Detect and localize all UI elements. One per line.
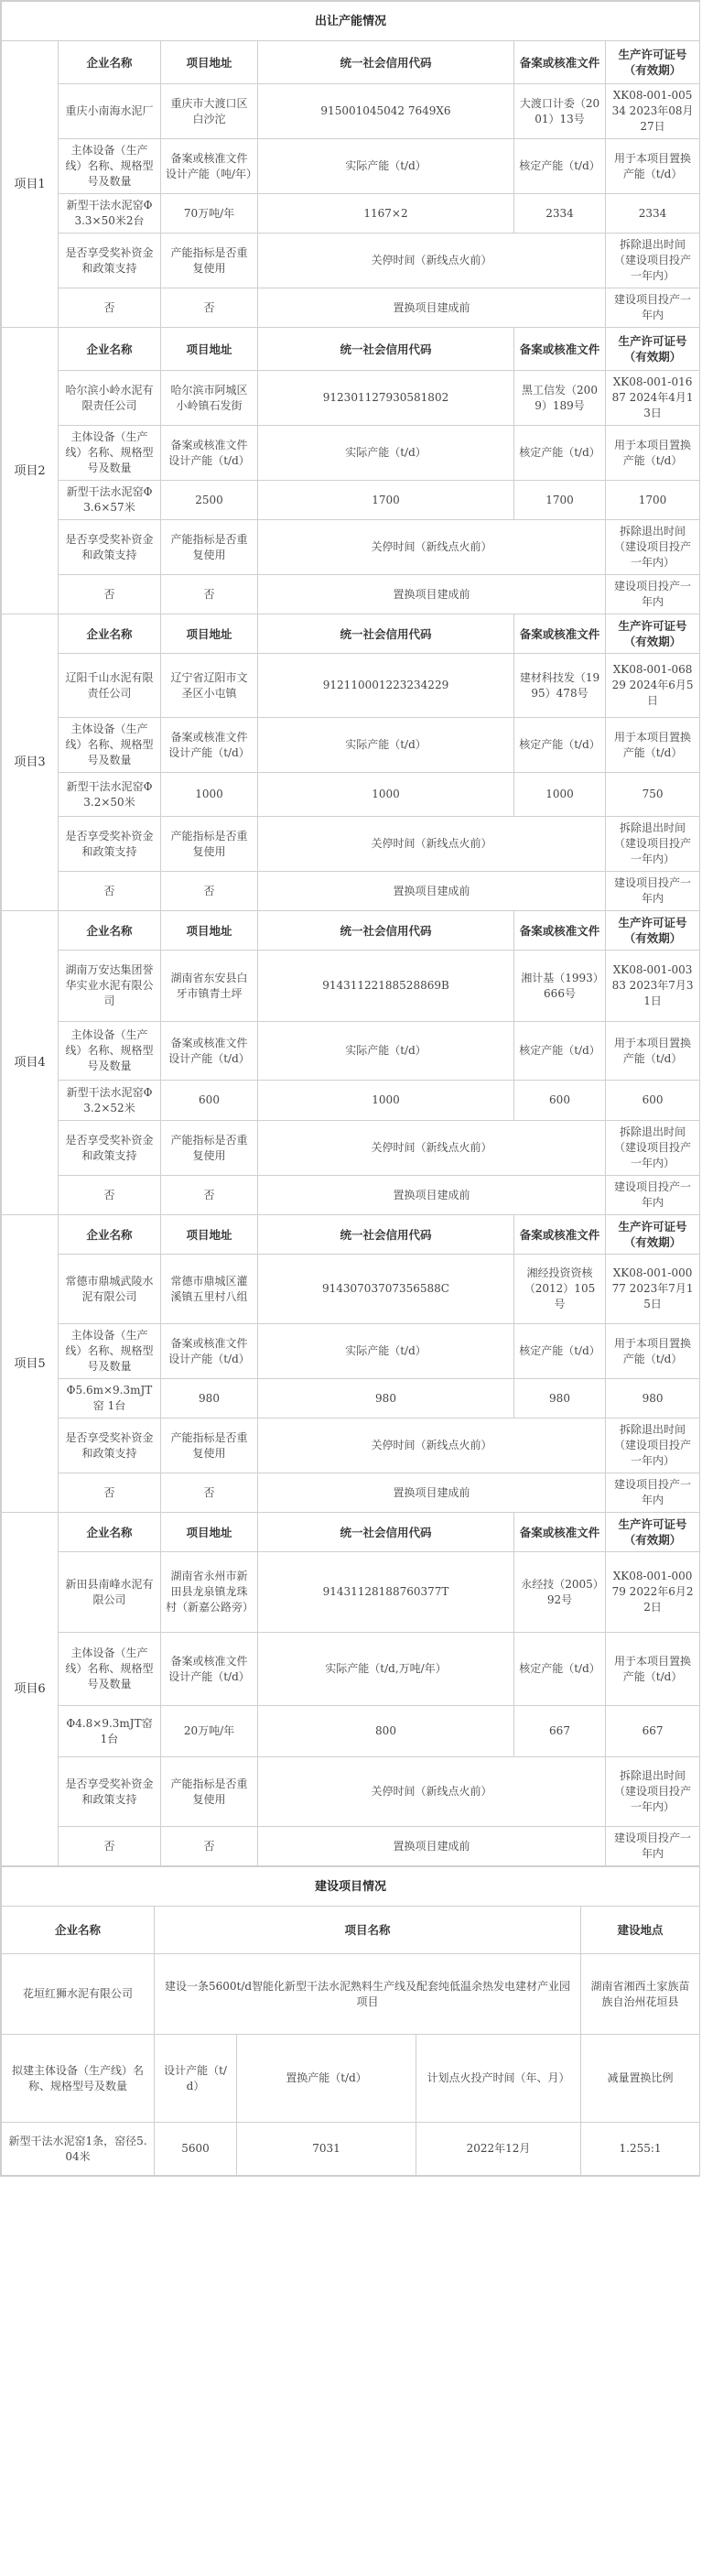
design-cap-label: 备案或核准文件设计产能（t/d） bbox=[161, 1022, 258, 1081]
credit-code: 91430703707356588C bbox=[258, 1255, 514, 1324]
build-header-company: 企业名称 bbox=[2, 1907, 155, 1954]
subsidy-value: 否 bbox=[59, 1827, 161, 1866]
company-name: 重庆小南海水泥厂 bbox=[59, 84, 161, 139]
company-name: 辽阳千山水泥有限责任公司 bbox=[59, 654, 161, 718]
design-cap: 20万吨/年 bbox=[161, 1706, 258, 1757]
header-approval: 备案或核准文件 bbox=[514, 1215, 606, 1255]
approval-doc: 建材科技发（1995）478号 bbox=[514, 654, 606, 718]
shutdown-value: 置换项目建成前 bbox=[258, 575, 606, 614]
actual-cap: 1167×2 bbox=[258, 194, 514, 234]
equip-label: 主体设备（生产线）名称、规格型号及数量 bbox=[59, 718, 161, 773]
approval-doc: 湘计基（1993）666号 bbox=[514, 951, 606, 1022]
replace-cap-label: 用于本项目置换产能（t/d） bbox=[606, 1324, 700, 1379]
design-cap: 2500 bbox=[161, 481, 258, 520]
reuse-value: 否 bbox=[161, 872, 258, 911]
header-credit-code: 统一社会信用代码 bbox=[258, 1513, 514, 1552]
header-company: 企业名称 bbox=[59, 41, 161, 84]
header-approval: 备案或核准文件 bbox=[514, 614, 606, 654]
license-no: XK08-001-00534 2023年08月27日 bbox=[606, 84, 700, 139]
header-approval: 备案或核准文件 bbox=[514, 911, 606, 951]
actual-cap-label: 实际产能（t/d） bbox=[258, 718, 514, 773]
actual-cap-label: 实际产能（t/d） bbox=[258, 139, 514, 194]
header-credit-code: 统一社会信用代码 bbox=[258, 1215, 514, 1255]
demolish-value: 建设项目投产一年内 bbox=[606, 1473, 700, 1513]
design-cap-label: 备案或核准文件设计产能（吨/年） bbox=[161, 139, 258, 194]
approved-cap: 667 bbox=[514, 1706, 606, 1757]
approval-doc: 大渡口计委（2001）13号 bbox=[514, 84, 606, 139]
build-ratio-label: 减量置换比例 bbox=[581, 2035, 700, 2123]
reuse-value: 否 bbox=[161, 1827, 258, 1866]
build-design-cap-label: 设计产能（t/d） bbox=[155, 2035, 237, 2123]
reuse-label: 产能指标是否重复使用 bbox=[161, 1121, 258, 1176]
approved-cap-label: 核定产能（t/d） bbox=[514, 426, 606, 481]
build-plan-time-label: 计划点火投产时间（年、月） bbox=[416, 2035, 581, 2123]
company-name: 新田县南峰水泥有限公司 bbox=[59, 1552, 161, 1633]
approved-cap-label: 核定产能（t/d） bbox=[514, 718, 606, 773]
shutdown-label: 关停时间（新线点火前） bbox=[258, 1121, 606, 1176]
build-plan-time: 2022年12月 bbox=[416, 2123, 581, 2176]
reuse-label: 产能指标是否重复使用 bbox=[161, 1418, 258, 1473]
header-address: 项目地址 bbox=[161, 1215, 258, 1255]
approval-doc: 湘经投资资核（2012）105号 bbox=[514, 1255, 606, 1324]
project-label: 项目3 bbox=[2, 614, 59, 911]
replace-cap: 600 bbox=[606, 1081, 700, 1121]
design-cap-label: 备案或核准文件设计产能（t/d） bbox=[161, 1324, 258, 1379]
build-header-location: 建设地点 bbox=[581, 1907, 700, 1954]
actual-cap: 1000 bbox=[258, 1081, 514, 1121]
demolish-label: 拆除退出时间（建设项目投产一年内） bbox=[606, 234, 700, 288]
header-license: 生产许可证号（有效期） bbox=[606, 328, 700, 371]
header-approval: 备案或核准文件 bbox=[514, 328, 606, 371]
subsidy-value: 否 bbox=[59, 872, 161, 911]
shutdown-label: 关停时间（新线点火前） bbox=[258, 520, 606, 575]
project-address: 湖南省永州市新田县龙泉镇龙珠村（新嘉公路旁） bbox=[161, 1552, 258, 1633]
project-address: 哈尔滨市阿城区小岭镇石发街 bbox=[161, 371, 258, 426]
license-no: XK08-001-00079 2022年6月22日 bbox=[606, 1552, 700, 1633]
design-cap: 980 bbox=[161, 1379, 258, 1418]
design-cap-label: 备案或核准文件设计产能（t/d） bbox=[161, 426, 258, 481]
project-address: 常德市鼎城区灌溪镇五里村八组 bbox=[161, 1255, 258, 1324]
replace-cap: 980 bbox=[606, 1379, 700, 1418]
company-name: 湖南万安达集团誉华实业水泥有限公司 bbox=[59, 951, 161, 1022]
replace-cap: 750 bbox=[606, 773, 700, 817]
header-company: 企业名称 bbox=[59, 614, 161, 654]
reuse-label: 产能指标是否重复使用 bbox=[161, 817, 258, 872]
equipment: 新型干法水泥窑Φ3.2×52米 bbox=[59, 1081, 161, 1121]
subsidy-label: 是否享受奖补资金和政策支持 bbox=[59, 520, 161, 575]
replace-cap-label: 用于本项目置换产能（t/d） bbox=[606, 1633, 700, 1706]
header-address: 项目地址 bbox=[161, 41, 258, 84]
subsidy-label: 是否享受奖补资金和政策支持 bbox=[59, 234, 161, 288]
actual-cap-label: 实际产能（t/d） bbox=[258, 1324, 514, 1379]
capacity-table bbox=[1, 1, 700, 1866]
project-label: 项目4 bbox=[2, 911, 59, 1215]
approval-doc: 永经技（2005）92号 bbox=[514, 1552, 606, 1633]
project-address: 辽宁省辽阳市文圣区小屯镇 bbox=[161, 654, 258, 718]
subsidy-value: 否 bbox=[59, 1473, 161, 1513]
exit-section-title: 出让产能情况 bbox=[2, 2, 700, 41]
replace-cap-label: 用于本项目置换产能（t/d） bbox=[606, 139, 700, 194]
equip-label: 主体设备（生产线）名称、规格型号及数量 bbox=[59, 1324, 161, 1379]
header-address: 项目地址 bbox=[161, 1513, 258, 1552]
shutdown-value: 置换项目建成前 bbox=[258, 1176, 606, 1215]
build-project-name: 建设一条5600t/d智能化新型干法水泥熟料生产线及配套纯低温余热发电建材产业园项目 bbox=[155, 1954, 581, 2035]
build-replace-cap-label: 置换产能（t/d） bbox=[237, 2035, 416, 2123]
reuse-label: 产能指标是否重复使用 bbox=[161, 1757, 258, 1827]
shutdown-label: 关停时间（新线点火前） bbox=[258, 1418, 606, 1473]
header-address: 项目地址 bbox=[161, 911, 258, 951]
project-label: 项目2 bbox=[2, 328, 59, 614]
approved-cap: 2334 bbox=[514, 194, 606, 234]
replace-cap-label: 用于本项目置换产能（t/d） bbox=[606, 718, 700, 773]
design-cap-label: 备案或核准文件设计产能（t/d） bbox=[161, 718, 258, 773]
build-section-title: 建设项目情况 bbox=[2, 1867, 700, 1907]
build-equipment: 新型干法水泥窑1条，窑径5.04米 bbox=[2, 2123, 155, 2176]
replace-cap-label: 用于本项目置换产能（t/d） bbox=[606, 426, 700, 481]
demolish-label: 拆除退出时间（建设项目投产一年内） bbox=[606, 1121, 700, 1176]
license-no: XK08-001-01687 2024年4月13日 bbox=[606, 371, 700, 426]
project-label: 项目1 bbox=[2, 41, 59, 328]
subsidy-value: 否 bbox=[59, 288, 161, 328]
demolish-value: 建设项目投产一年内 bbox=[606, 575, 700, 614]
demolish-value: 建设项目投产一年内 bbox=[606, 1176, 700, 1215]
header-credit-code: 统一社会信用代码 bbox=[258, 614, 514, 654]
design-cap-label: 备案或核准文件设计产能（t/d） bbox=[161, 1633, 258, 1706]
credit-code: 912110001223234229 bbox=[258, 654, 514, 718]
subsidy-label: 是否享受奖补资金和政策支持 bbox=[59, 817, 161, 872]
design-cap: 70万吨/年 bbox=[161, 194, 258, 234]
license-no: XK08-001-00077 2023年7月15日 bbox=[606, 1255, 700, 1324]
reuse-value: 否 bbox=[161, 1473, 258, 1513]
project-label: 项目6 bbox=[2, 1513, 59, 1866]
build-header-project: 项目名称 bbox=[155, 1907, 581, 1954]
project-label: 项目5 bbox=[2, 1215, 59, 1513]
subsidy-value: 否 bbox=[59, 575, 161, 614]
build-replace-cap: 7031 bbox=[237, 2123, 416, 2176]
approved-cap: 1000 bbox=[514, 773, 606, 817]
header-credit-code: 统一社会信用代码 bbox=[258, 911, 514, 951]
approved-cap-label: 核定产能（t/d） bbox=[514, 1022, 606, 1081]
demolish-label: 拆除退出时间（建设项目投产一年内） bbox=[606, 1757, 700, 1827]
project-address: 湖南省东安县白牙市镇青土坪 bbox=[161, 951, 258, 1022]
reuse-value: 否 bbox=[161, 575, 258, 614]
shutdown-label: 关停时间（新线点火前） bbox=[258, 817, 606, 872]
reuse-label: 产能指标是否重复使用 bbox=[161, 520, 258, 575]
replace-cap-label: 用于本项目置换产能（t/d） bbox=[606, 1022, 700, 1081]
shutdown-value: 置换项目建成前 bbox=[258, 288, 606, 328]
header-credit-code: 统一社会信用代码 bbox=[258, 41, 514, 84]
demolish-value: 建设项目投产一年内 bbox=[606, 1827, 700, 1866]
header-license: 生产许可证号（有效期） bbox=[606, 614, 700, 654]
demolish-label: 拆除退出时间（建设项目投产一年内） bbox=[606, 1418, 700, 1473]
approved-cap: 600 bbox=[514, 1081, 606, 1121]
build-location: 湖南省湘西土家族苗族自治州花垣县 bbox=[581, 1954, 700, 2035]
actual-cap-label: 实际产能（t/d） bbox=[258, 1022, 514, 1081]
credit-code: 915001045042 7649X6 bbox=[258, 84, 514, 139]
credit-code: 91431122188528869B bbox=[258, 951, 514, 1022]
reuse-value: 否 bbox=[161, 288, 258, 328]
equipment: Φ5.6m×9.3mJT窑 1台 bbox=[59, 1379, 161, 1418]
subsidy-value: 否 bbox=[59, 1176, 161, 1215]
build-equip-label: 拟建主体设备（生产线）名称、规格型号及数量 bbox=[2, 2035, 155, 2123]
header-license: 生产许可证号（有效期） bbox=[606, 911, 700, 951]
actual-cap: 980 bbox=[258, 1379, 514, 1418]
actual-cap: 800 bbox=[258, 1706, 514, 1757]
header-license: 生产许可证号（有效期） bbox=[606, 1215, 700, 1255]
approved-cap-label: 核定产能（t/d） bbox=[514, 139, 606, 194]
demolish-label: 拆除退出时间（建设项目投产一年内） bbox=[606, 817, 700, 872]
approved-cap: 980 bbox=[514, 1379, 606, 1418]
replace-cap: 667 bbox=[606, 1706, 700, 1757]
build-table bbox=[1, 1866, 700, 2176]
credit-code: 912301127930581802 bbox=[258, 371, 514, 426]
equipment: 新型干法水泥窑Φ3.6×57米 bbox=[59, 481, 161, 520]
approved-cap-label: 核定产能（t/d） bbox=[514, 1324, 606, 1379]
demolish-value: 建设项目投产一年内 bbox=[606, 288, 700, 328]
license-no: XK08-001-00383 2023年7月31日 bbox=[606, 951, 700, 1022]
equipment: 新型干法水泥窑Φ3.3×50米2台 bbox=[59, 194, 161, 234]
shutdown-value: 置换项目建成前 bbox=[258, 1827, 606, 1866]
shutdown-value: 置换项目建成前 bbox=[258, 872, 606, 911]
actual-cap: 1700 bbox=[258, 481, 514, 520]
company-name: 常德市鼎城武陵水泥有限公司 bbox=[59, 1255, 161, 1324]
license-no: XK08-001-06829 2024年6月5日 bbox=[606, 654, 700, 718]
shutdown-value: 置换项目建成前 bbox=[258, 1473, 606, 1513]
actual-cap-label: 实际产能（t/d） bbox=[258, 426, 514, 481]
header-address: 项目地址 bbox=[161, 328, 258, 371]
replace-cap: 1700 bbox=[606, 481, 700, 520]
shutdown-label: 关停时间（新线点火前） bbox=[258, 1757, 606, 1827]
design-cap: 600 bbox=[161, 1081, 258, 1121]
actual-cap-label: 实际产能（t/d,万吨/年） bbox=[258, 1633, 514, 1706]
company-name: 哈尔滨小岭水泥有限责任公司 bbox=[59, 371, 161, 426]
header-company: 企业名称 bbox=[59, 328, 161, 371]
equipment: Φ4.8×9.3mJT窑1台 bbox=[59, 1706, 161, 1757]
actual-cap: 1000 bbox=[258, 773, 514, 817]
shutdown-label: 关停时间（新线点火前） bbox=[258, 234, 606, 288]
build-ratio: 1.255:1 bbox=[581, 2123, 700, 2176]
design-cap: 1000 bbox=[161, 773, 258, 817]
header-approval: 备案或核准文件 bbox=[514, 41, 606, 84]
approved-cap: 1700 bbox=[514, 481, 606, 520]
approval-doc: 黑工信发（2009）189号 bbox=[514, 371, 606, 426]
credit-code: 91431128188760377T bbox=[258, 1552, 514, 1633]
header-company: 企业名称 bbox=[59, 1215, 161, 1255]
approved-cap-label: 核定产能（t/d） bbox=[514, 1633, 606, 1706]
header-address: 项目地址 bbox=[161, 614, 258, 654]
project-address: 重庆市大渡口区白沙沱 bbox=[161, 84, 258, 139]
header-license: 生产许可证号（有效期） bbox=[606, 41, 700, 84]
demolish-label: 拆除退出时间（建设项目投产一年内） bbox=[606, 520, 700, 575]
subsidy-label: 是否享受奖补资金和政策支持 bbox=[59, 1418, 161, 1473]
header-license: 生产许可证号（有效期） bbox=[606, 1513, 700, 1552]
header-approval: 备案或核准文件 bbox=[514, 1513, 606, 1552]
equipment: 新型干法水泥窑Φ3.2×50米 bbox=[59, 773, 161, 817]
replace-cap: 2334 bbox=[606, 194, 700, 234]
demolish-value: 建设项目投产一年内 bbox=[606, 872, 700, 911]
equip-label: 主体设备（生产线）名称、规格型号及数量 bbox=[59, 139, 161, 194]
equip-label: 主体设备（生产线）名称、规格型号及数量 bbox=[59, 1022, 161, 1081]
reuse-label: 产能指标是否重复使用 bbox=[161, 234, 258, 288]
header-company: 企业名称 bbox=[59, 1513, 161, 1552]
equip-label: 主体设备（生产线）名称、规格型号及数量 bbox=[59, 1633, 161, 1706]
build-company: 花垣红狮水泥有限公司 bbox=[2, 1954, 155, 2035]
equip-label: 主体设备（生产线）名称、规格型号及数量 bbox=[59, 426, 161, 481]
header-credit-code: 统一社会信用代码 bbox=[258, 328, 514, 371]
subsidy-label: 是否享受奖补资金和政策支持 bbox=[59, 1121, 161, 1176]
reuse-value: 否 bbox=[161, 1176, 258, 1215]
header-company: 企业名称 bbox=[59, 911, 161, 951]
subsidy-label: 是否享受奖补资金和政策支持 bbox=[59, 1757, 161, 1827]
build-design-cap: 5600 bbox=[155, 2123, 237, 2176]
